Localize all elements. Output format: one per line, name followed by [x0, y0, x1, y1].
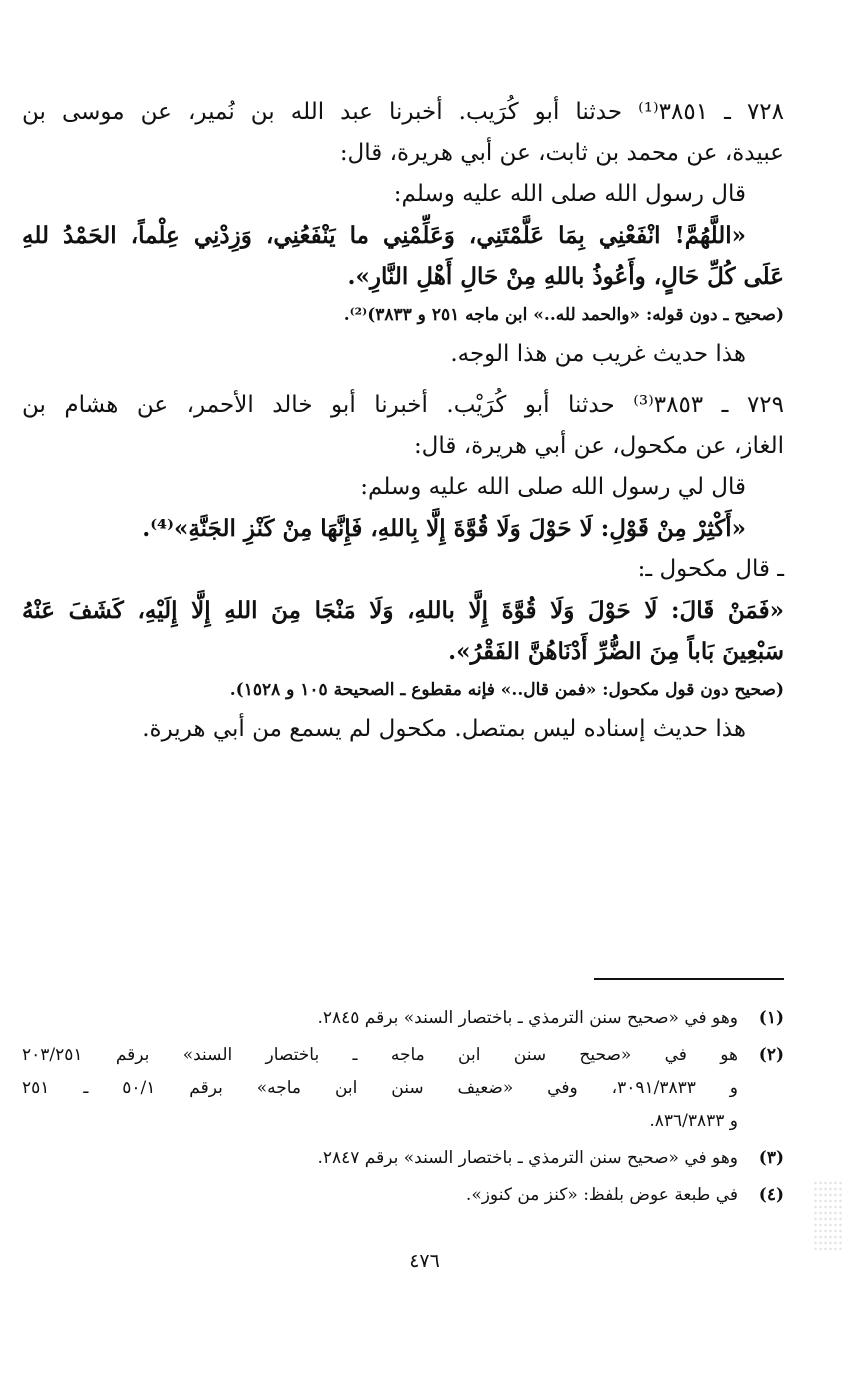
footnote-divider: [594, 978, 784, 980]
footnote-number: (١): [758, 1008, 784, 1028]
footnote-2: [22, 1039, 784, 1138]
footnotes: [22, 978, 784, 1216]
isnad-line: ٧٢٩ ـ ٣٨٥٣⁽³⁾ حدثنا أبو كُرَيْب. أخبرنا أبو خالد الأحمر، عن هشام بن: [22, 392, 784, 418]
sub-intro: ـ قال مكحول ـ:: [637, 556, 784, 582]
footnote-number: (٣): [758, 1148, 784, 1168]
page-body: [22, 92, 784, 750]
footnote-1: [22, 1002, 784, 1035]
matn-intro: قال رسول الله صلى الله عليه وسلم:: [393, 181, 746, 207]
footnote-3: [22, 1142, 784, 1175]
footnote-4: [22, 1179, 784, 1212]
footnote-line: وهو في «صحيح سنن الترمذي ـ باختصار السند» برقم ٢٨٤٥.: [317, 1008, 738, 1028]
footnote-line: وهو في «صحيح سنن الترمذي ـ باختصار السند» برقم ٢٨٤٧.: [317, 1148, 738, 1168]
footnote-line: هو في «صحيح سنن ابن ماجه ـ باختصار السند» برقم ٢٠٣/٢٥١: [22, 1045, 738, 1065]
page-number: ٤٧٦: [409, 1250, 440, 1272]
isnad-line: عبيدة، عن محمد بن ثابت، عن أبي هريرة، قال:: [339, 140, 784, 166]
matn-line: سَبْعِينَ بَاباً مِنَ الضُّرِّ أَدْنَاهُنَّ الفَقْرُ».: [448, 638, 784, 665]
hadith-728: [22, 92, 784, 375]
scan-speckle: [813, 1180, 843, 1250]
isnad-line: الغاز، عن مكحول، عن أبي هريرة، قال:: [413, 433, 784, 459]
footnote-line: و ٣٠٩١/٣٨٣٣، وفي «ضعيف سنن ابن ماجه» برقم ٥٠/١ ـ ٢٥١: [22, 1078, 738, 1098]
matn-intro: قال لي رسول الله صلى الله عليه وسلم:: [360, 474, 746, 500]
grade-note: (صحيح ـ دون قوله: «والحمد لله..» ابن ماجه ٢٥١ و ٣٨٣٣)⁽²⁾.: [343, 305, 784, 325]
comment: هذا حديث إسناده ليس بمتصل. مكحول لم يسمع من أبي هريرة.: [142, 716, 746, 742]
comment: هذا حديث غريب من هذا الوجه.: [450, 341, 746, 367]
footnote-number: (٢): [758, 1045, 784, 1065]
hadith-729: [22, 385, 784, 750]
matn-line: عَلَى كُلِّ حَالٍ، وأَعُوذُ باللهِ مِنْ حَالِ أَهْلِ النَّارِ».: [347, 263, 784, 290]
isnad-line: ٧٢٨ ـ ٣٨٥١⁽¹⁾ حدثنا أبو كُرَيب. أخبرنا عبد الله بن نُمير، عن موسى بن: [22, 99, 784, 125]
footnote-line: في طبعة عوض بلفظ: «كنز من كنوز».: [465, 1185, 738, 1205]
matn-line: «فَمَنْ قَالَ: لَا حَوْلَ وَلَا قُوَّةَ إِلَّا باللهِ، وَلَا مَنْجَا مِنَ اللهِ إِلَّا إِلَيْهِ، كَشَفَ عَنْهُ: [22, 597, 784, 624]
footnote-number: (٤): [758, 1185, 784, 1205]
grade-note: (صحيح دون قول مكحول: «فمن قال..» فإنه مقطوع ـ الصحيحة ١٠٥ و ١٥٢٨).: [229, 680, 784, 700]
matn-line: «أَكْثِرْ مِنْ قَوْلِ: لَا حَوْلَ وَلَا قُوَّةَ إِلَّا بِاللهِ، فَإِنَّهَا مِنْ كَنْزِ الجَنَّةِ»⁽⁴⁾.: [142, 515, 746, 542]
matn-line: «اللَّهُمَّ! انْفَعْنِي بِمَا عَلَّمْتَنِي، وَعَلِّمْنِي ما يَنْفَعُنِي، وَزِدْنِي عِلْماً، الحَمْدُ للهِ: [22, 222, 746, 249]
footnote-line: و ٨٣٦/٣٨٣٣.: [649, 1111, 738, 1131]
